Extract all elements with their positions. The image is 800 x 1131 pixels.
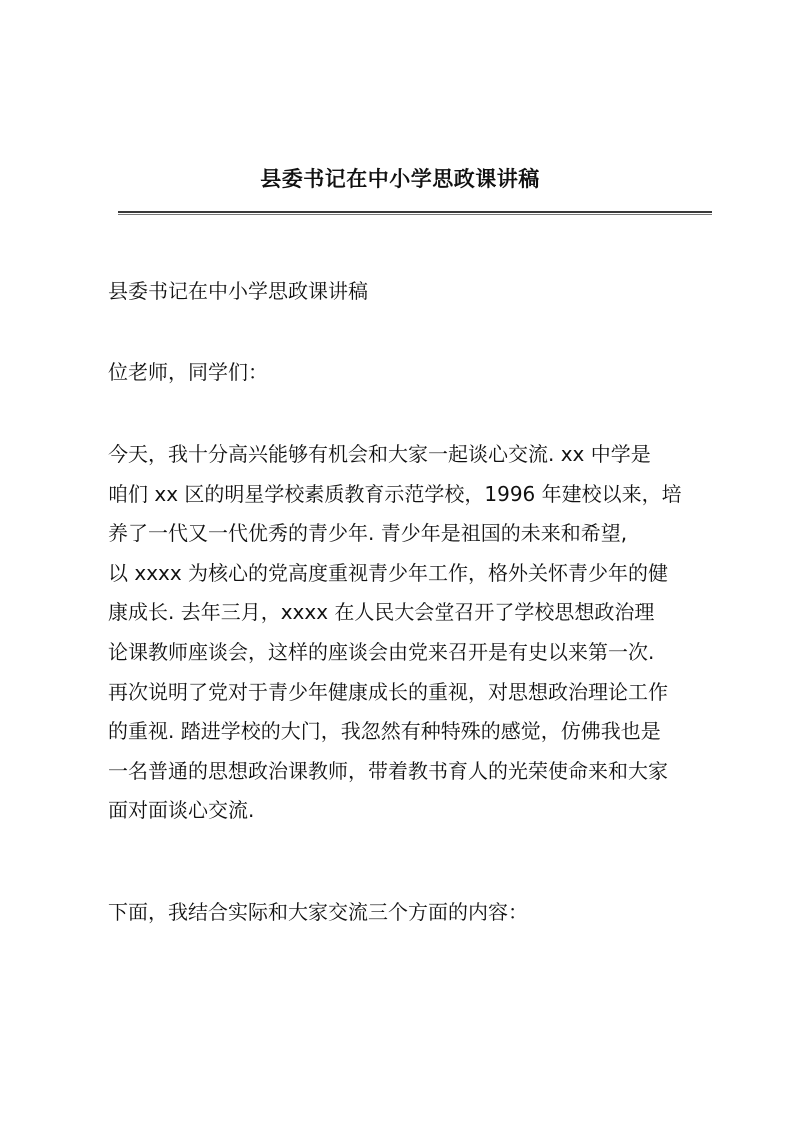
paragraph-line: 养了一代又一代优秀的青少年. 青少年是祖国的未来和希望, xyxy=(108,521,628,546)
header-divider xyxy=(118,211,712,215)
paragraph-line: 的重视. 踏进学校的大门，我忽然有种特殊的感觉，仿佛我也是 xyxy=(108,719,661,744)
paragraph-line: 再次说明了党对于青少年健康成长的重视，对思想政治理论工作 xyxy=(108,679,668,704)
salutation-text: 位老师，同学们： xyxy=(108,360,268,384)
paragraph-line: 面对面谈心交流. xyxy=(108,798,255,823)
paragraph-line: 康成长. 去年三月，xxxx 在人民大会堂召开了学校思想政治理 xyxy=(108,600,655,625)
document-heading xyxy=(108,272,708,312)
paragraph-line: 咱们 xx 区的明星学校素质教育示范学校，1996 年建校以来，培 xyxy=(108,481,682,506)
paragraph-line: 以 xxxx 为核心的党高度重视青少年工作，格外关怀青少年的健 xyxy=(108,560,669,585)
paragraph-outline xyxy=(108,893,708,933)
paragraph-line: 论课教师座谈会，这样的座谈会由党来召开是有史以来第一次. xyxy=(108,639,655,664)
paragraph-intro xyxy=(108,435,708,831)
paragraph-line: 今天，我十分高兴能够有机会和大家一起谈心交流. xx 中学是 xyxy=(108,442,651,466)
paragraph-line: 一名普通的思想政治课教师，带着教书育人的光荣使命来和大家 xyxy=(108,758,668,783)
salutation xyxy=(108,353,708,393)
heading-text: 县委书记在中小学思政课讲稿 xyxy=(108,279,368,303)
page-header-title: 县委书记在中小学思政课讲稿 xyxy=(260,166,540,191)
paragraph-line: 下面，我结合实际和大家交流三个方面的内容： xyxy=(108,900,528,924)
